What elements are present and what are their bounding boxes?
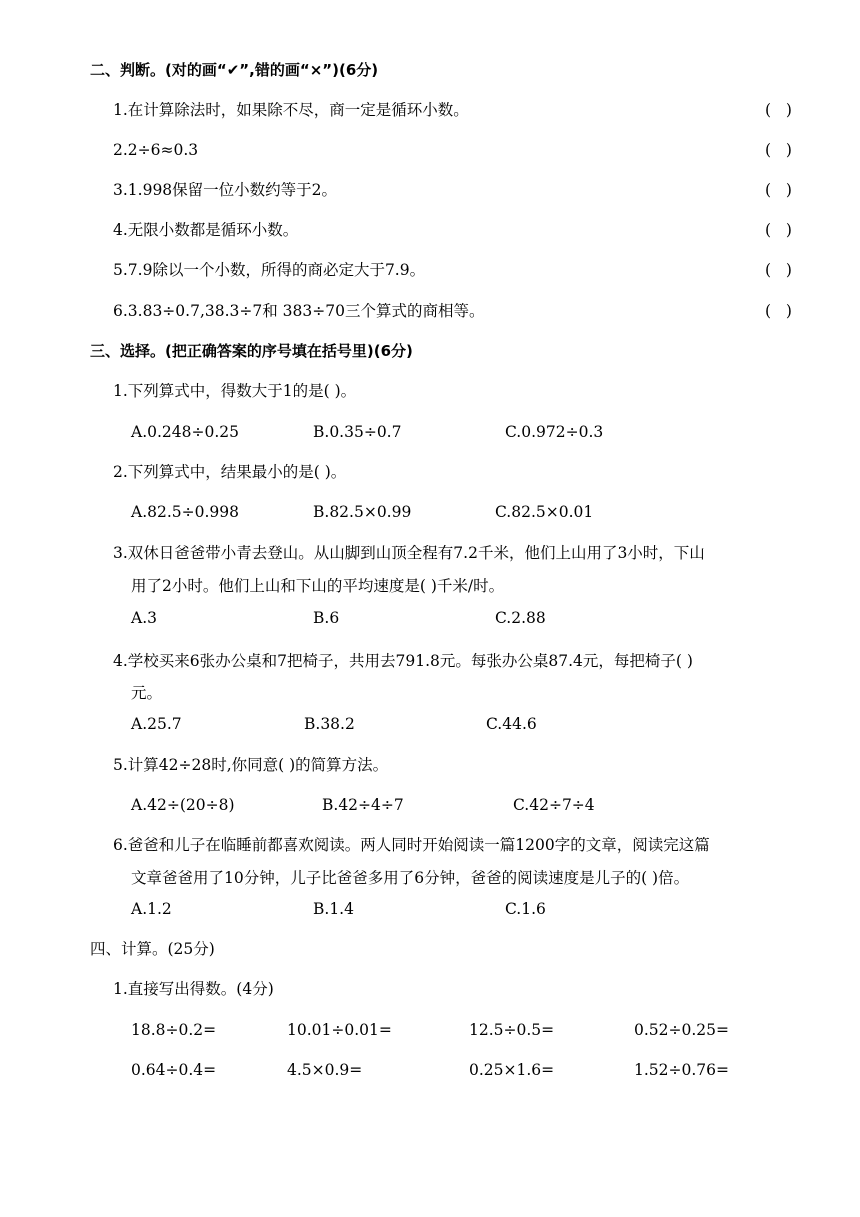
choice-q5-option-c: C.42÷7÷4 bbox=[513, 796, 595, 814]
calc-expr: 0.25×1.6= bbox=[469, 1061, 555, 1079]
choice-q5-stem: 5.计算42÷28时,你同意( )的简算方法。 bbox=[113, 756, 389, 774]
choice-q3-option-c: C.2.88 bbox=[495, 609, 546, 627]
calc-expr: 4.5×0.9= bbox=[287, 1061, 363, 1079]
answer-paren-4[interactable]: ( ) bbox=[765, 221, 792, 239]
choice-q4-option-b: B.38.2 bbox=[304, 715, 355, 733]
choice-q2-stem: 2.下列算式中，结果最小的是( )。 bbox=[113, 463, 347, 481]
choice-q3-stem-line1: 3.双休日爸爸带小青去登山。从山脚到山顶全程有7.2千米，他们上山用了3小时，下山 bbox=[113, 544, 705, 562]
choice-q6-option-a: A.1.2 bbox=[131, 900, 172, 918]
answer-paren-1[interactable]: ( ) bbox=[765, 101, 792, 119]
choice-q2-option-a: A.82.5÷0.998 bbox=[131, 503, 239, 521]
choice-q6-stem-line1: 6.爸爸和儿子在临睡前都喜欢阅读。两人同时开始阅读一篇1200字的文章，阅读完这篇 bbox=[113, 836, 710, 854]
judge-item-2: 2.2÷6≈0.3 bbox=[113, 141, 199, 159]
choice-q6-option-b: B.1.4 bbox=[313, 900, 354, 918]
section3-title: 三、选择。(把正确答案的序号填在括号里)(6分) bbox=[90, 342, 413, 360]
answer-paren-2[interactable]: ( ) bbox=[765, 141, 792, 159]
section4-title: 四、计算。(25分) bbox=[90, 940, 215, 958]
calc-expr: 18.8÷0.2= bbox=[131, 1021, 217, 1039]
calc-expr: 0.64÷0.4= bbox=[131, 1061, 217, 1079]
choice-q2-option-b: B.82.5×0.99 bbox=[313, 503, 412, 521]
choice-q3-option-a: A.3 bbox=[131, 609, 157, 627]
choice-q1-option-b: B.0.35÷0.7 bbox=[313, 423, 402, 441]
choice-q5-option-a: A.42÷(20÷8) bbox=[131, 796, 235, 814]
calc-sub1-title: 1.直接写出得数。(4分) bbox=[113, 980, 274, 998]
choice-q6-stem-line2: 文章爸爸用了10分钟，儿子比爸爸多用了6分钟，爸爸的阅读速度是儿子的( )倍。 bbox=[131, 869, 690, 887]
calc-expr: 12.5÷0.5= bbox=[469, 1021, 555, 1039]
judge-item-4: 4.无限小数都是循环小数。 bbox=[113, 221, 299, 239]
judge-item-1: 1.在计算除法时，如果除不尽，商一定是循环小数。 bbox=[113, 101, 469, 119]
choice-q4-stem-line1: 4.学校买来6张办公桌和7把椅子，共用去791.8元。每张办公桌87.4元，每把椅子( ) bbox=[113, 652, 693, 670]
answer-paren-5[interactable]: ( ) bbox=[765, 261, 792, 279]
choice-q1-stem: 1.下列算式中，得数大于1的是( )。 bbox=[113, 382, 357, 400]
choice-q1-option-c: C.0.972÷0.3 bbox=[505, 423, 604, 441]
calc-expr: 10.01÷0.01= bbox=[287, 1021, 392, 1039]
judge-item-5: 5.7.9除以一个小数，所得的商必定大于7.9。 bbox=[113, 261, 426, 279]
choice-q1-option-a: A.0.248÷0.25 bbox=[131, 423, 239, 441]
answer-paren-3[interactable]: ( ) bbox=[765, 181, 792, 199]
choice-q6-option-c: C.1.6 bbox=[505, 900, 546, 918]
judge-item-3: 3.1.998保留一位小数约等于2。 bbox=[113, 181, 338, 199]
choice-q4-option-a: A.25.7 bbox=[131, 715, 182, 733]
section2-title: 二、判断。(对的画“✔”,错的画“×”)(6分) bbox=[90, 61, 379, 79]
choice-q3-stem-line2: 用了2小时。他们上山和下山的平均速度是( )千米/时。 bbox=[131, 577, 505, 595]
judge-item-6: 6.3.83÷0.7,38.3÷7和 383÷70三个算式的商相等。 bbox=[113, 302, 485, 320]
calc-expr: 1.52÷0.76= bbox=[634, 1061, 729, 1079]
choice-q4-option-c: C.44.6 bbox=[486, 715, 537, 733]
choice-q2-option-c: C.82.5×0.01 bbox=[495, 503, 594, 521]
calc-expr: 0.52÷0.25= bbox=[634, 1021, 729, 1039]
answer-paren-6[interactable]: ( ) bbox=[765, 302, 792, 320]
choice-q3-option-b: B.6 bbox=[313, 609, 340, 627]
choice-q5-option-b: B.42÷4÷7 bbox=[322, 796, 404, 814]
choice-q4-stem-line2: 元。 bbox=[131, 684, 163, 702]
